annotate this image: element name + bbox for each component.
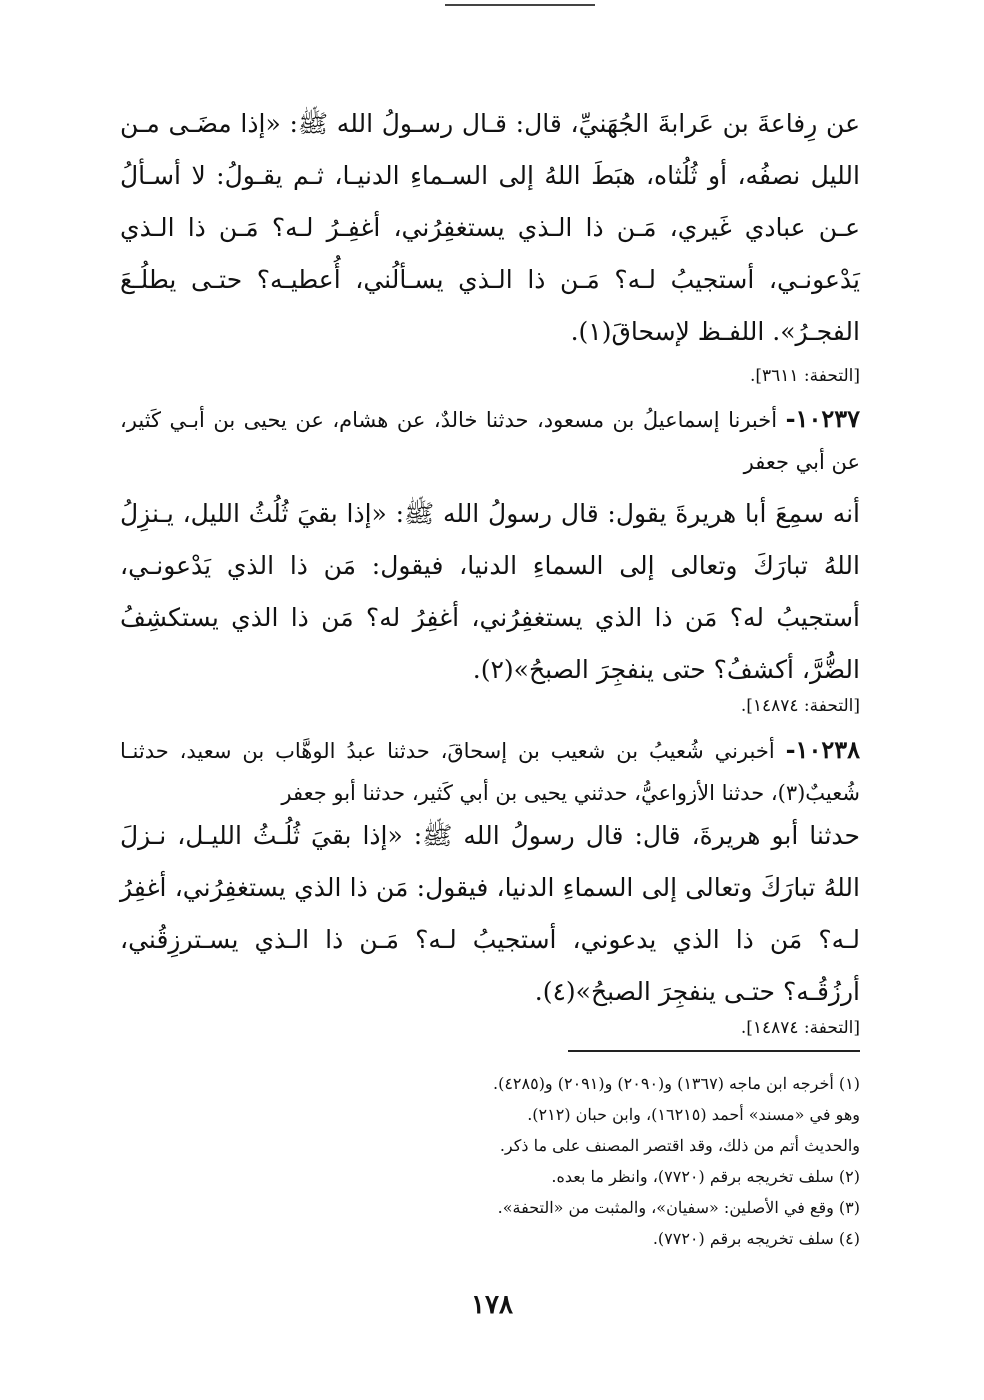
isnad-text-10237: أخبرنا إسماعيلُ بن مسعود، حدثنا خالدٌ، عن هشام، عن يحيى بن أبـي كَثير، عن أبي جعفر	[120, 408, 860, 474]
footnote-1-cont-a: وهو في «مسند» أحمد (١٦٢١٥)، وابن حبان (٢١٢).	[527, 1105, 860, 1124]
hadith-text-10237: أنه سمِعَ أبا هريرةَ يقول: قال رسولُ الله ﷺ: «إذا بقيَ ثُلُثُ الليل، يـنزِلُ اللهُ تبارَكَ وتعالى إلى السماءِ الدنيا، فيقول: مَن ذا الذي يَدْعونـي، أستجيبُ له؟ مَن ذا الذي يستغفِرُني، أغفِرُ له؟ مَن ذا الذي يستكشِفُ الضُّرَّ، أكشفُ؟ حتى ينفجِرَ الصبحُ»(٢).	[120, 499, 860, 684]
hadith-chain-10238	[120, 729, 860, 814]
page-number: ١٧٨	[471, 1290, 513, 1320]
footnote-4: (٤) سلف تخريجه برقم (٧٧٢٠).	[652, 1229, 860, 1248]
footnotes	[260, 1068, 860, 1254]
footnote-1-cont-b: والحديث أتم من ذلك، وقد اقتصر المصنف على ما ذكر.	[499, 1136, 860, 1155]
tuhfa-citation-3: [التحفة: ١٤٨٧٤].	[740, 1018, 860, 1038]
footnote-3: (٣) وقع في الأصلين: «سفيان»، والمثبت من «التحفة».	[497, 1198, 860, 1217]
footnote-separator	[568, 1050, 860, 1052]
footnote-1: (١) أخرجه ابن ماجه (١٣٦٧) و(٢٠٩٠) و(٢٠٩١) و(٤٢٨٥).	[492, 1074, 860, 1093]
isnad-text-10238: أخبرني شُعيبُ بن شعيب بن إسحاقَ، حدثنا عبدُ الوهَّاب بن سعيد، حدثنـا شُعيبٌ(٣)، حدثنا الأزواعيُّ، حدثني يحيى بن أبي كَثير، حدثنا أبو جعفر	[120, 739, 860, 805]
tuhfa-citation-1: [التحفة: ٣٦١١].	[749, 366, 860, 386]
hadith-number-10237: ١٠٢٣٧-	[785, 404, 860, 433]
hadith-number-10238: ١٠٢٣٨-	[785, 735, 860, 764]
hadith-chain-10237	[120, 398, 860, 483]
tuhfa-citation-2: [التحفة: ١٤٨٧٤].	[740, 696, 860, 716]
hadith-text-rifaa: عن رِفاعةَ بن عَرابةَ الجُهَنيِّ، قال: قـال رسـولُ الله ﷺ: «إذا مضَـى مـن الليل نصفُه، أو ثُلُثاه، هبَطَ اللهُ إلى السـماءِ الدنيـا، ثـم يقـولُ: لا أسـألُ عـن عبادي غَيري، مَـن ذا الـذي يستغفِرُني، أغفِـرُ لـه؟ مَـن ذا الـذي يَدْعونـي، أستجيبُ لـه؟ مَـن ذا الـذي يسـألُني، أُعطيـه؟ حتـى يطلُـعَ الفجـرُ». اللفـظ لإسحاقَ(١).	[120, 109, 860, 346]
top-ornament-rule	[445, 4, 595, 6]
footnote-2: (٢) سلف تخريجه برقم (٧٧٢٠)، وانظر ما بعده.	[551, 1167, 860, 1186]
hadith-text-10238: حدثنا أبو هريرةَ، قال: قال رسولُ الله ﷺ: «إذا بقيَ ثُلُـثُ الليـل، نـزلَ اللهُ تبارَكَ وتعالى إلى السماءِ الدنيا، فيقول: مَن ذا الذي يستغفِرُني، أغفِرُ لـه؟ مَن ذا الذي يدعوني، أستجيبُ لـه؟ مَـن ذا الـذي يسـترزِقُني، أرزُقُـه؟ حتـى ينفجِرَ الصبحُ»(٤).	[120, 821, 860, 1006]
